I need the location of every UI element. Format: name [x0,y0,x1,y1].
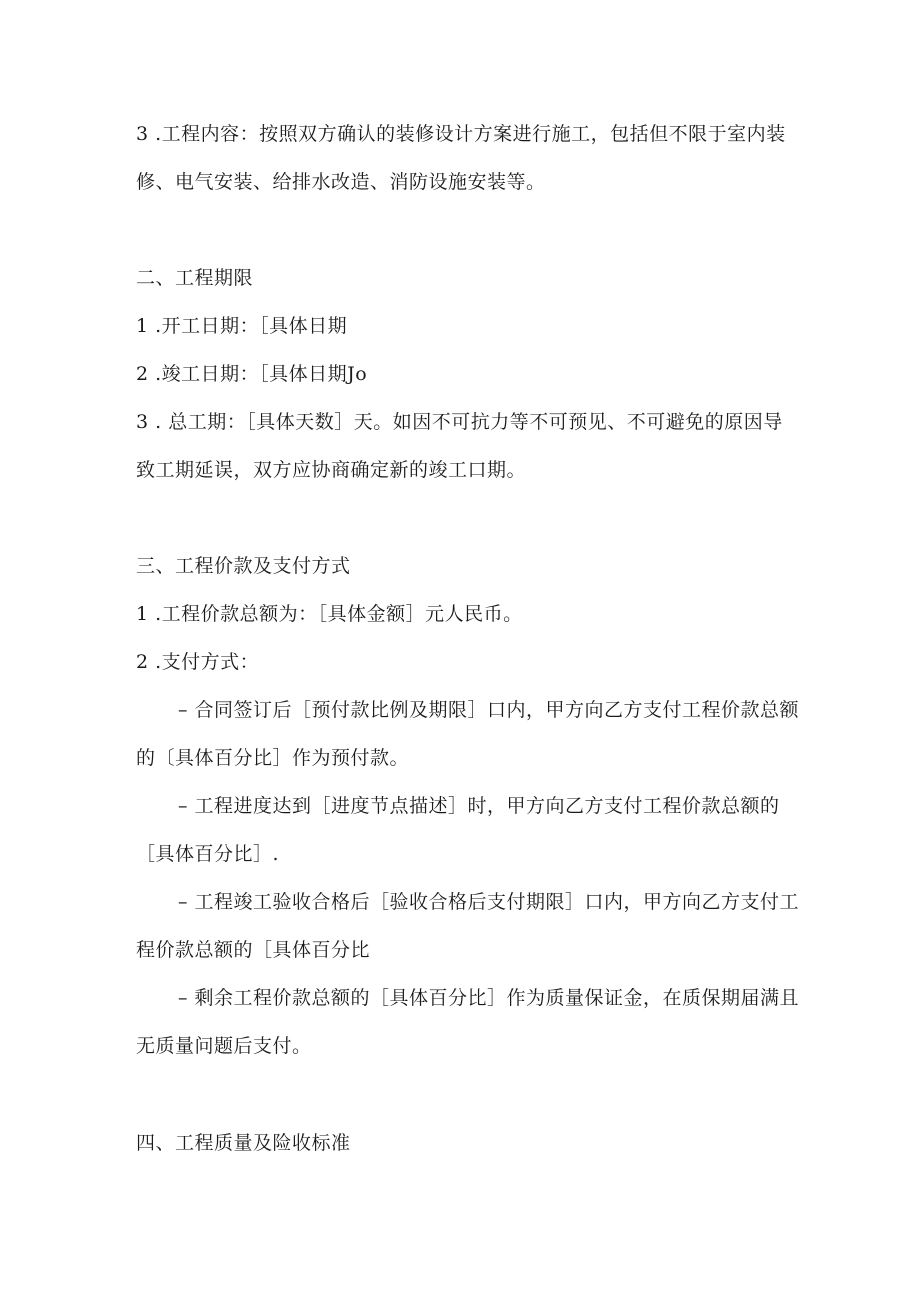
clause-3-work-content-line-2: 修、电气安装、给排水改造、消防设施安装等。 [136,171,546,193]
clause-total-price: 1 .工程价款总额为：［具体金额］元人民币。 [136,603,523,625]
payment-advance-line-1: – 合同签订后［预付款比例及期限］口内，甲方向乙方支付工程价款总额 [178,699,800,721]
clause-total-period-line-1: 3 . 总工期：［具体天数］天。如因不可抗力等不可预见、不可避免的原因导 [136,411,783,433]
section-heading-quality-acceptance: 四、工程质量及险收标准 [136,1132,351,1154]
payment-retention-line-2: 无质量问题后支付。 [136,1035,312,1057]
clause-3-work-content-line-1: 3 .工程内容：按照双方确认的装修设计方案进行施工，包括但不限于室内装 [136,123,786,145]
payment-retention-line-1: – 剩余工程价款总额的［具体百分比］作为质量保证金，在质保期届满且 [178,987,800,1009]
section-heading-price-payment: 三、工程价款及支付方式 [136,555,351,577]
clause-payment-method: 2 .支付方式： [136,651,260,673]
section-heading-construction-period: 二、工程期限 [136,267,254,289]
clause-completion-date: 2 .竣工日期：［具体日期Jo [136,363,368,385]
payment-acceptance-line-1: – 工程竣工验收合格后［验收合格后支付期限］口内，甲方向乙方支付工 [178,891,800,913]
payment-acceptance-line-2: 程价款总额的［具体百分比 [136,939,371,961]
payment-progress-line-1: – 工程进度达到［进度节点描述］时，甲方向乙方支付工程价款总额的 [178,795,780,817]
payment-advance-line-2: 的〔具体百分比］作为预付款。 [136,747,410,769]
clause-total-period-line-2: 致工期延误，双方应协商确定新的竣工口期。 [136,459,527,481]
payment-progress-line-2: ［具体百分比］. [136,843,280,865]
clause-start-date: 1 .开工日期：［具体日期 [136,315,348,337]
